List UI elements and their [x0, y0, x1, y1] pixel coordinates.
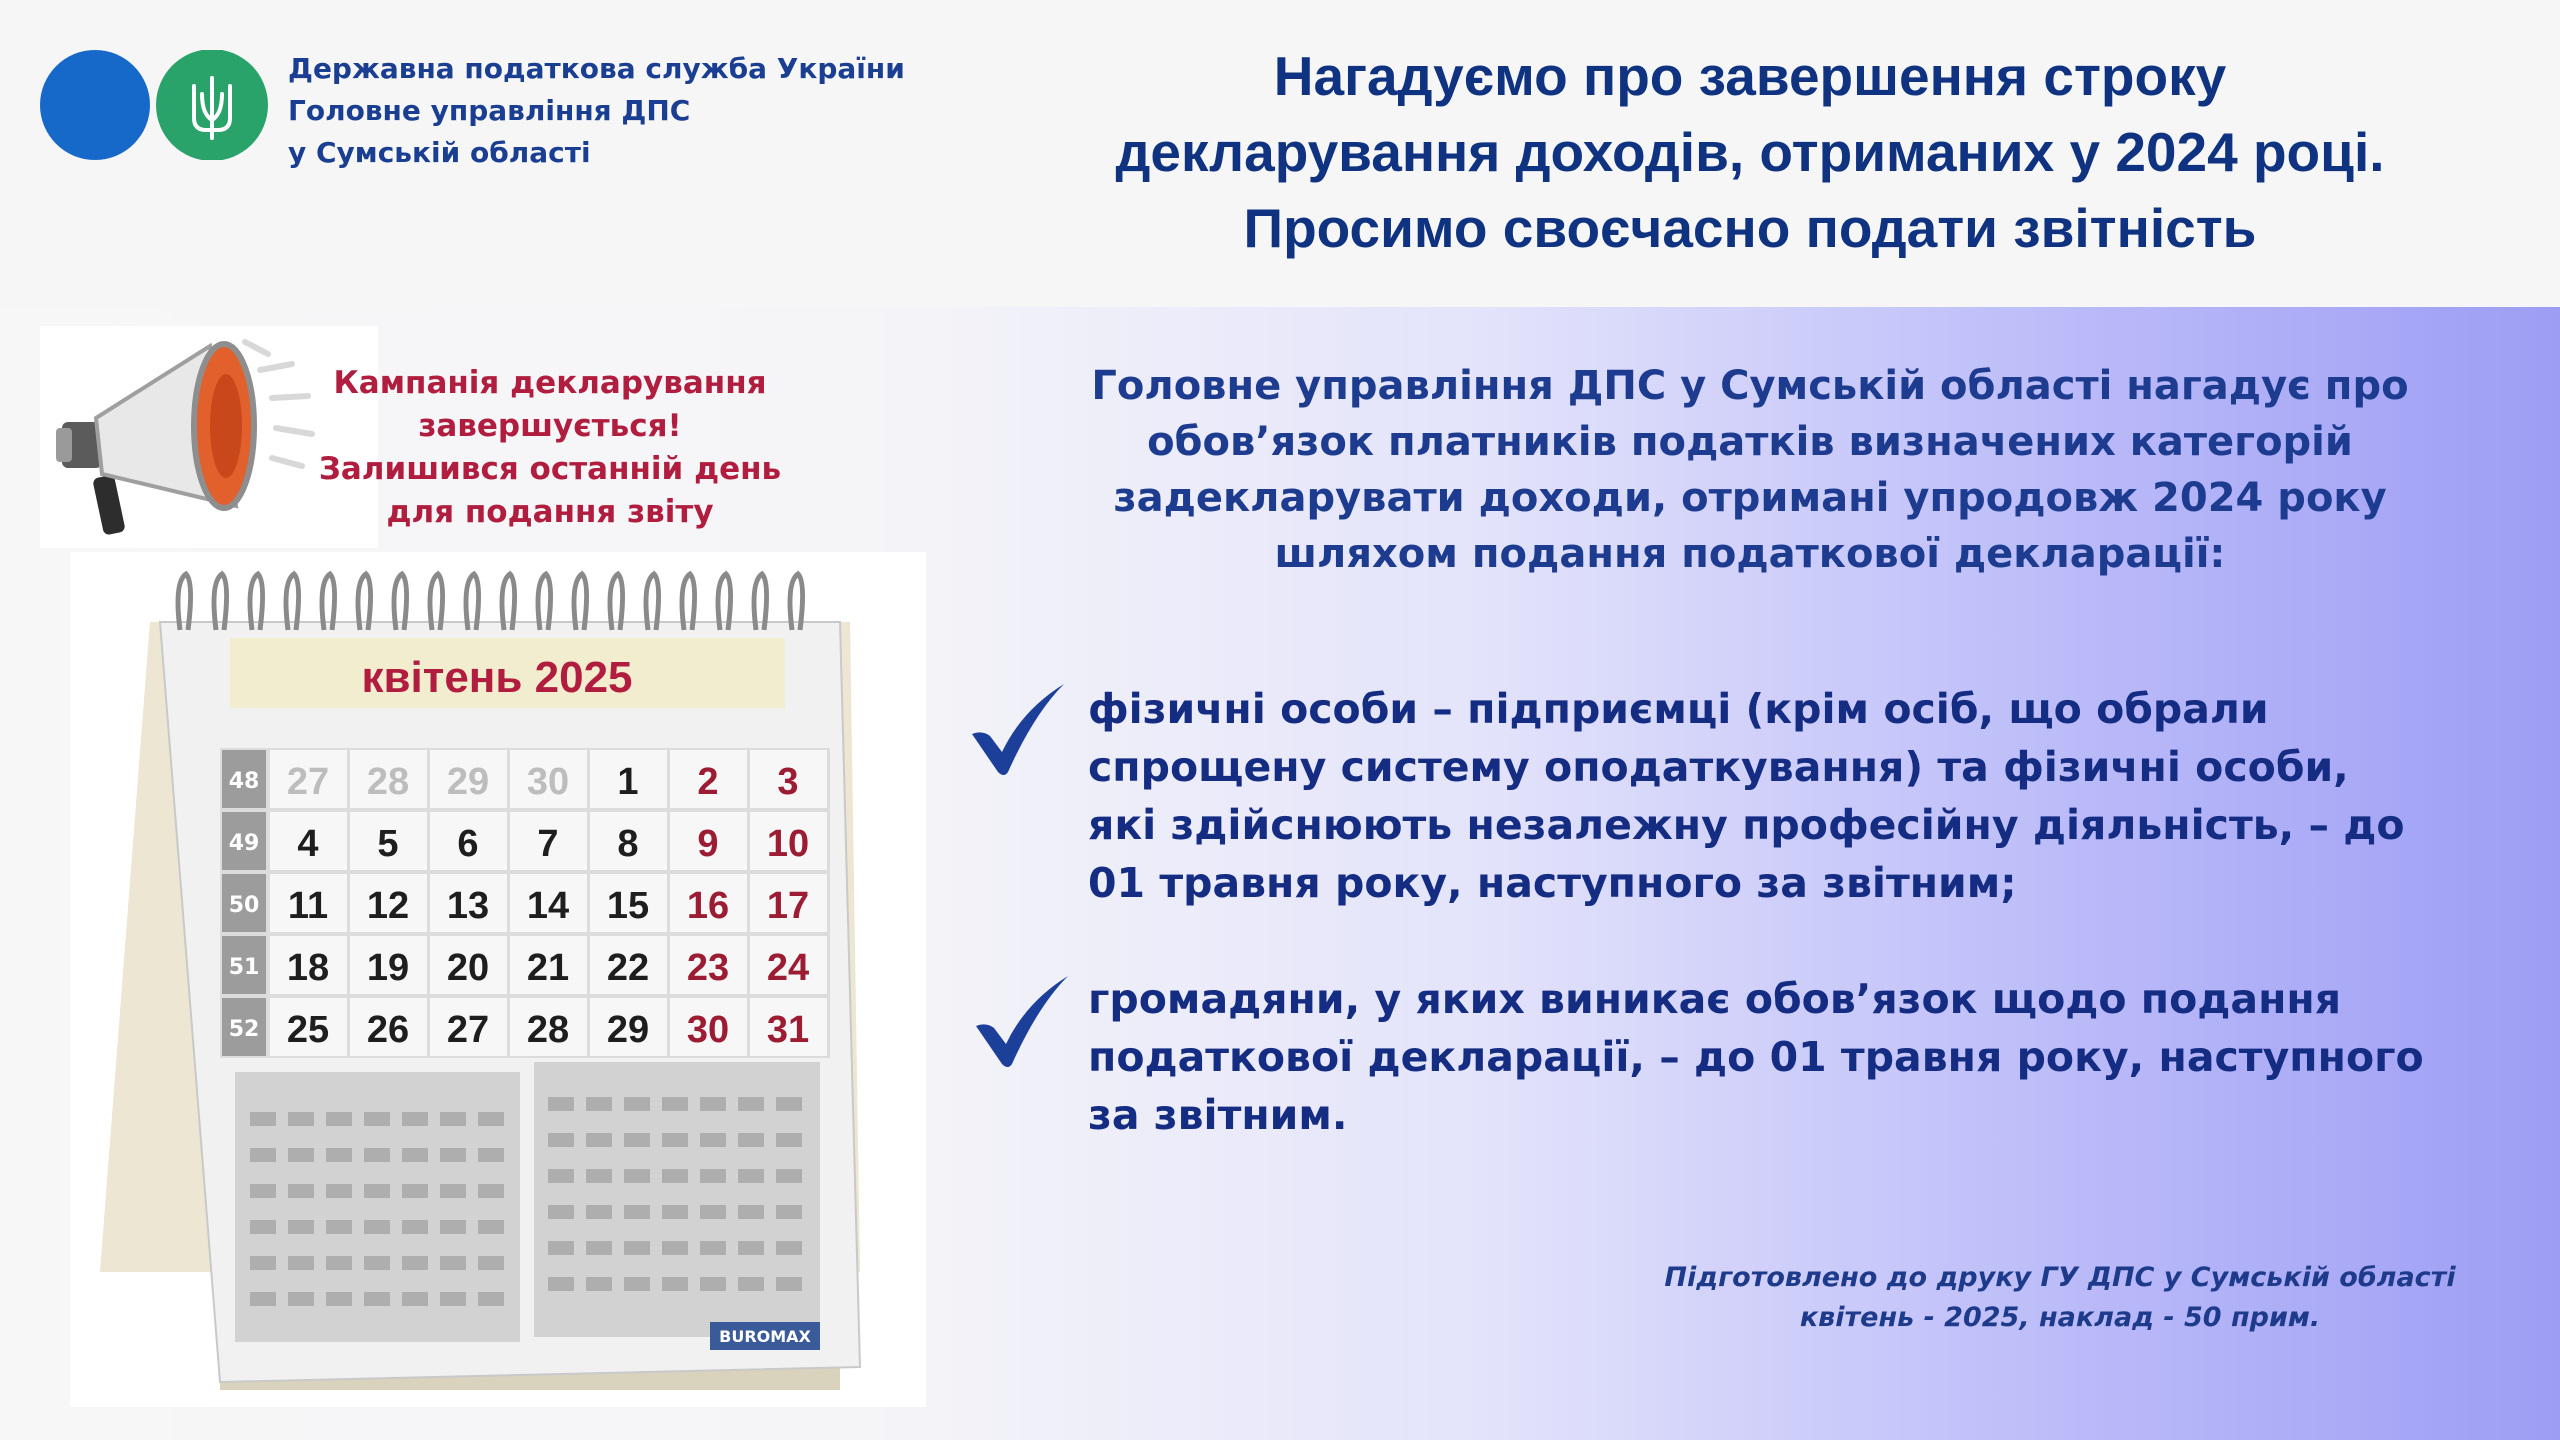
bullet-1-line-1: фізичні особи – підприємці (крім осіб, що обрали [1088, 685, 2269, 733]
day-number: 29 [606, 1009, 650, 1051]
dps-logo [40, 50, 270, 160]
mini-day-mark [776, 1241, 802, 1255]
mini-day-mark [586, 1241, 612, 1255]
mini-day-mark [288, 1148, 314, 1162]
mini-day-mark [776, 1205, 802, 1219]
org-line-3: у Сумській області [288, 136, 591, 169]
day-number: 19 [366, 947, 410, 989]
week-number: 49 [228, 831, 260, 856]
mini-day-mark [364, 1220, 390, 1234]
mini-day-mark [478, 1112, 504, 1126]
bullet-citizens [1088, 970, 2444, 1144]
mini-day-mark [548, 1205, 574, 1219]
day-number: 18 [286, 947, 330, 989]
calendar-week-numbers [222, 750, 266, 1056]
mini-day-mark [288, 1256, 314, 1270]
mini-day-mark [662, 1169, 688, 1183]
day-number: 31 [766, 1009, 810, 1051]
mini-day-mark [326, 1112, 352, 1126]
mini-day-mark [326, 1292, 352, 1306]
day-number: 30 [686, 1009, 730, 1051]
mini-day-mark [478, 1256, 504, 1270]
mini-day-mark [440, 1184, 466, 1198]
day-number: 12 [366, 885, 410, 927]
mini-day-mark [402, 1220, 428, 1234]
mini-day-mark [738, 1169, 764, 1183]
intro-line-3: задекларувати доходи, отримані упродовж 2024 року [1113, 475, 2387, 521]
mini-day-mark [700, 1097, 726, 1111]
mini-day-mark [700, 1133, 726, 1147]
day-number: 4 [297, 823, 319, 865]
mini-day-mark [700, 1241, 726, 1255]
day-number: 16 [686, 885, 730, 927]
day-number: 22 [606, 947, 650, 989]
mini-day-mark [662, 1241, 688, 1255]
campaign-line-1: Кампанія декларування [333, 365, 767, 401]
mini-day-mark [478, 1184, 504, 1198]
day-number: 3 [777, 761, 799, 803]
mini-day-mark [738, 1277, 764, 1291]
mini-day-mark [250, 1148, 276, 1162]
mini-day-mark [288, 1220, 314, 1234]
bullet-2-line-1: громадяни, у яких виникає обов’язок щодо подання [1088, 975, 2342, 1023]
mini-day-mark [624, 1133, 650, 1147]
mini-day-mark [738, 1241, 764, 1255]
bullet-1-line-2: спрощену систему оподаткування) та фізичні особи, [1088, 743, 2349, 791]
campaign-notice [300, 362, 800, 534]
logo-blue-circle [40, 50, 150, 160]
mini-day-mark [700, 1277, 726, 1291]
mini-day-mark [662, 1205, 688, 1219]
mini-day-mark [402, 1184, 428, 1198]
mini-day-mark [478, 1148, 504, 1162]
mini-day-mark [624, 1277, 650, 1291]
bullet-2-line-3: за звітним. [1088, 1091, 1348, 1139]
intro-line-4: шляхом подання податкової декларації: [1274, 531, 2226, 577]
day-number: 20 [446, 947, 490, 989]
org-line-2: Головне управління ДПС [288, 94, 691, 127]
day-number: 28 [366, 761, 410, 803]
mini-day-mark [662, 1097, 688, 1111]
footer-line-1: Підготовлено до друку ГУ ДПС у Сумській області [1664, 1262, 2456, 1293]
check-icon [968, 680, 1068, 780]
calendar-image [70, 552, 926, 1407]
day-number: 25 [286, 1009, 330, 1051]
page-title [900, 38, 2560, 266]
mini-day-mark [326, 1220, 352, 1234]
mini-day-mark [548, 1241, 574, 1255]
intro-text [1000, 358, 2500, 582]
mini-day-mark [586, 1169, 612, 1183]
mini-day-mark [250, 1184, 276, 1198]
mini-day-mark [662, 1133, 688, 1147]
org-line-1: Державна податкова служба України [288, 52, 905, 85]
print-info [1660, 1258, 2460, 1338]
day-number: 5 [377, 823, 399, 865]
campaign-line-4: для подання звіту [386, 494, 714, 530]
mini-day-mark [624, 1241, 650, 1255]
mini-day-mark [440, 1292, 466, 1306]
day-number: 14 [526, 885, 570, 927]
mini-day-mark [624, 1097, 650, 1111]
mini-day-mark [364, 1256, 390, 1270]
day-number: 17 [766, 885, 810, 927]
day-number: 9 [697, 823, 719, 865]
mini-day-mark [548, 1133, 574, 1147]
mini-day-mark [624, 1169, 650, 1183]
mini-day-mark [738, 1133, 764, 1147]
day-number: 26 [366, 1009, 410, 1051]
mini-day-mark [586, 1097, 612, 1111]
day-number: 2 [697, 761, 719, 803]
mini-day-mark [402, 1112, 428, 1126]
day-number: 30 [526, 761, 570, 803]
bullet-1-line-3: які здійснюють незалежну професійну діяльність, – до [1088, 801, 2405, 849]
org-name [288, 48, 905, 174]
mini-day-mark [288, 1184, 314, 1198]
mini-day-mark [250, 1292, 276, 1306]
mini-day-mark [440, 1148, 466, 1162]
mini-day-mark [402, 1148, 428, 1162]
mini-day-mark [250, 1112, 276, 1126]
day-number: 1 [617, 761, 639, 803]
mini-day-mark [364, 1112, 390, 1126]
mini-day-mark [548, 1277, 574, 1291]
headline-line-1: Нагадуємо про завершення строку [1273, 45, 2227, 107]
headline-line-2: декларування доходів, отриманих у 2024 році. [1115, 121, 2385, 183]
mini-day-mark [250, 1256, 276, 1270]
bullet-1-line-4: 01 травня року, наступного за звітним; [1088, 859, 2017, 907]
day-number: 24 [766, 947, 810, 989]
mini-day-mark [326, 1148, 352, 1162]
week-number: 50 [228, 893, 260, 918]
bullet-2-line-2: податкової декларації, – до 01 травня року, наступного [1088, 1033, 2424, 1081]
mini-day-mark [776, 1277, 802, 1291]
mini-day-mark [250, 1220, 276, 1234]
mini-day-mark [776, 1133, 802, 1147]
mini-day-mark [700, 1205, 726, 1219]
mini-day-mark [548, 1169, 574, 1183]
week-number: 51 [228, 955, 260, 980]
intro-line-1: Головне управління ДПС у Сумській області нагадує про [1091, 363, 2409, 409]
day-number: 13 [446, 885, 490, 927]
mini-day-mark [548, 1097, 574, 1111]
day-number: 10 [766, 823, 810, 865]
mini-day-mark [288, 1112, 314, 1126]
day-number: 7 [537, 823, 559, 865]
header [0, 0, 2560, 307]
calendar-month-label: квітень 2025 [361, 653, 633, 702]
footer-line-2: квітень - 2025, наклад - 50 прим. [1799, 1302, 2321, 1333]
calendar-brand: BUROMAX [719, 1327, 811, 1346]
desk-calendar [70, 552, 926, 1407]
day-number: 6 [457, 823, 479, 865]
mini-day-mark [440, 1256, 466, 1270]
day-number: 28 [526, 1009, 570, 1051]
mini-day-mark [364, 1184, 390, 1198]
mini-day-mark [776, 1169, 802, 1183]
day-number: 21 [526, 947, 570, 989]
day-number: 27 [286, 761, 330, 803]
mini-day-mark [700, 1169, 726, 1183]
mini-day-mark [586, 1277, 612, 1291]
mini-day-mark [364, 1148, 390, 1162]
day-number: 29 [446, 761, 490, 803]
day-number: 11 [287, 885, 329, 927]
mini-day-mark [586, 1205, 612, 1219]
week-number: 48 [228, 769, 260, 794]
mini-day-mark [440, 1220, 466, 1234]
week-number: 52 [228, 1017, 260, 1042]
mini-day-mark [402, 1256, 428, 1270]
mini-day-mark [776, 1097, 802, 1111]
mini-day-mark [738, 1205, 764, 1219]
bullet-entrepreneurs [1088, 680, 2444, 912]
day-number: 8 [617, 823, 639, 865]
mini-day-mark [364, 1292, 390, 1306]
mini-day-mark [288, 1292, 314, 1306]
mini-day-mark [738, 1097, 764, 1111]
mini-day-mark [624, 1205, 650, 1219]
mini-day-mark [326, 1184, 352, 1198]
mini-day-mark [662, 1277, 688, 1291]
mini-day-mark [586, 1133, 612, 1147]
mini-day-mark [440, 1112, 466, 1126]
day-number: 27 [446, 1009, 490, 1051]
day-number: 23 [686, 947, 730, 989]
mini-day-mark [478, 1292, 504, 1306]
intro-line-2: обов’язок платників податків визначених категорій [1147, 419, 2353, 465]
mini-day-mark [326, 1256, 352, 1270]
campaign-line-2: завершується! [418, 408, 682, 444]
headline-line-3: Просимо своєчасно подати звітність [1243, 197, 2257, 259]
mini-day-mark [478, 1220, 504, 1234]
calendar-day-grid [270, 750, 827, 1056]
check-icon [972, 972, 1072, 1072]
day-number: 15 [606, 885, 650, 927]
campaign-line-3: Залишився останній день [318, 451, 782, 487]
mini-day-mark [402, 1292, 428, 1306]
